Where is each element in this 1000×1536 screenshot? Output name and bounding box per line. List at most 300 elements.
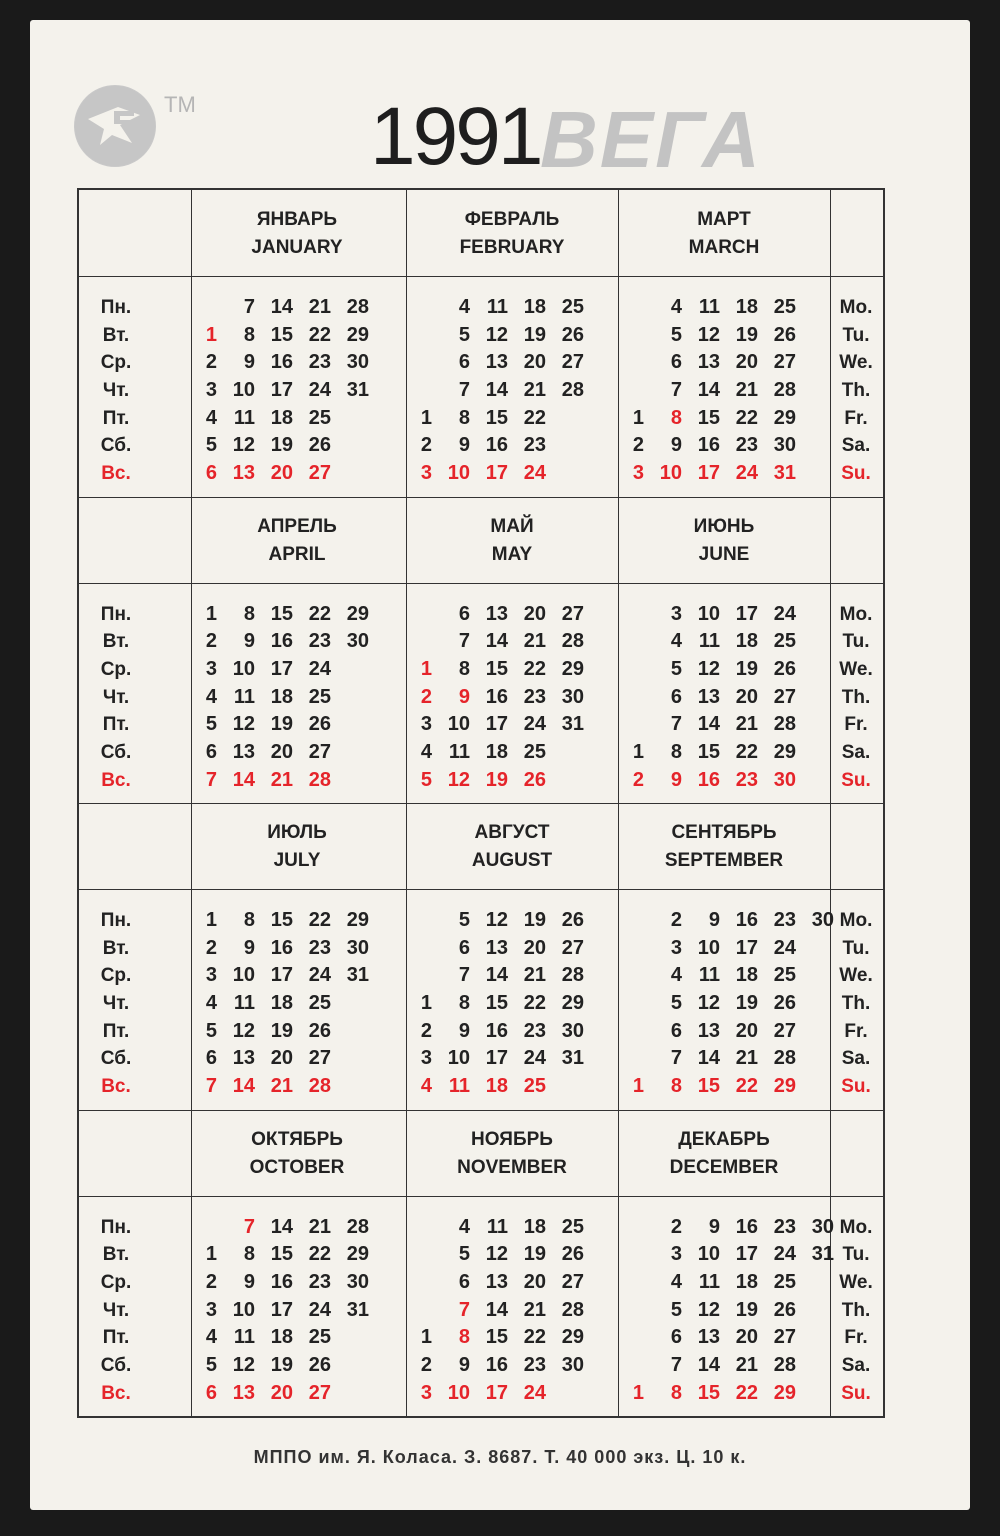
date-cell: 27	[773, 351, 796, 374]
date-cell: 17	[697, 462, 720, 485]
date-cell: 16	[735, 1215, 758, 1238]
date-cell: 6	[670, 351, 682, 374]
date-cell: 26	[308, 1353, 331, 1376]
grid-divider-header	[79, 583, 883, 584]
date-cell: 11	[448, 740, 470, 763]
date-cell: 23	[523, 434, 546, 457]
date-cell: 16	[485, 1353, 508, 1376]
date-cell: 12	[485, 323, 508, 346]
date-cell: 30	[346, 936, 369, 959]
date-cell: 25	[308, 992, 331, 1015]
date-cell: 14	[697, 1353, 720, 1376]
date-cell: 12	[232, 434, 255, 457]
date-cell: 18	[523, 296, 546, 318]
print-imprint: МППО им. Я. Коласа. З. 8687. Т. 40 000 экз. Ц. 10 к.	[253, 1447, 747, 1467]
weekday-row	[195, 907, 407, 935]
month-header	[618, 1126, 830, 1182]
date-cell: 14	[697, 379, 720, 402]
date-cell: 12	[232, 1019, 255, 1042]
date-cell: 14	[270, 1215, 293, 1238]
date-cell: 9	[670, 768, 682, 791]
date-cell: 12	[697, 992, 720, 1015]
weekday-row	[410, 1045, 622, 1073]
date-cell: 10	[447, 1381, 470, 1404]
date-cell: 16	[735, 909, 758, 931]
date-cell: 10	[697, 1243, 720, 1266]
date-cell: 16	[697, 768, 720, 791]
weekday-en-label: We.	[839, 1271, 873, 1293]
date-cell: 26	[561, 323, 584, 346]
weekday-row	[195, 1380, 407, 1408]
month-dates	[622, 294, 834, 488]
grid-divider-header	[79, 1196, 883, 1197]
date-cell: 4	[205, 406, 217, 429]
date-cell: 15	[485, 1326, 508, 1349]
weekday-row	[622, 1269, 834, 1297]
date-cell: 10	[697, 936, 720, 959]
date-cell: 1	[205, 323, 217, 346]
weekday-en-label: Su.	[841, 1382, 871, 1404]
weekday-row	[410, 405, 622, 433]
date-cell: 14	[270, 296, 293, 318]
date-cell: 18	[735, 296, 758, 318]
date-cell: 12	[697, 657, 720, 680]
date-cell: 28	[773, 379, 796, 402]
weekday-ru-label: Вс.	[101, 1382, 131, 1404]
weekday-ru-label: Пт.	[102, 714, 130, 736]
weekday-row	[410, 432, 622, 460]
date-cell: 3	[670, 602, 682, 625]
date-cell: 10	[232, 657, 255, 680]
date-cell: 22	[735, 406, 758, 429]
weekday-row	[622, 935, 834, 963]
date-cell: 17	[735, 602, 758, 625]
weekday-row	[622, 377, 834, 405]
month-dates	[410, 294, 622, 488]
weekday-ru-label: Вс.	[101, 1076, 131, 1098]
date-cell: 19	[270, 434, 293, 457]
date-cell: 3	[420, 462, 432, 485]
date-cell: 29	[346, 323, 369, 346]
weekday-row	[410, 377, 622, 405]
weekday-row	[622, 405, 834, 433]
month-name-en: NOVEMBER	[457, 1156, 567, 1178]
weekday-row	[622, 767, 834, 795]
month-dates	[410, 907, 622, 1101]
date-cell: 18	[270, 406, 293, 429]
date-cell: 16	[270, 630, 293, 653]
date-cell: 13	[485, 602, 508, 625]
date-cell: 2	[420, 434, 432, 457]
weekday-en-label: Fr.	[844, 1020, 868, 1042]
date-cell: 20	[735, 685, 758, 708]
month-name-en: FEBRUARY	[459, 237, 565, 258]
date-cell: 11	[233, 685, 255, 708]
date-cell: 24	[773, 602, 796, 625]
weekday-ru-label: Ср.	[100, 1271, 132, 1293]
month-name-ru: МАРТ	[697, 209, 751, 230]
weekday-en-label: Su.	[841, 463, 871, 485]
date-cell: 13	[232, 1381, 255, 1404]
date-cell: 31	[346, 964, 369, 987]
date-cell: 21	[735, 379, 758, 402]
date-cell: 5	[458, 909, 470, 931]
date-cell: 19	[270, 713, 293, 736]
month-name-ru: АПРЕЛЬ	[257, 515, 337, 537]
weekday-row	[410, 767, 622, 795]
date-cell: 5	[670, 657, 682, 680]
month-name-en: JANUARY	[251, 237, 343, 258]
date-cell: 3	[205, 379, 217, 402]
weekday-labels-ru	[79, 907, 153, 1101]
weekday-row	[622, 1241, 834, 1269]
date-cell: 6	[670, 1019, 682, 1042]
date-cell: 5	[670, 1298, 682, 1321]
date-cell: 28	[308, 1075, 331, 1098]
date-cell: 26	[773, 657, 796, 680]
date-cell: 9	[243, 936, 255, 959]
date-cell: 7	[670, 1353, 682, 1376]
weekday-row	[195, 1045, 407, 1073]
date-cell: 1	[205, 909, 217, 931]
date-cell: 17	[270, 657, 293, 680]
weekday-row	[410, 1214, 622, 1242]
weekday-row	[410, 739, 622, 767]
date-cell: 21	[523, 630, 546, 653]
date-cell: 9	[458, 685, 470, 708]
month-name-ru: АВГУСТ	[474, 822, 550, 843]
weekday-row	[622, 1297, 834, 1325]
date-cell: 19	[735, 657, 758, 680]
date-cell: 7	[670, 1047, 682, 1070]
month-header	[406, 206, 618, 262]
date-cell: 10	[232, 964, 255, 987]
date-cell: 4	[670, 630, 682, 653]
date-cell: 3	[670, 936, 682, 959]
weekday-row	[410, 349, 622, 377]
date-cell: 7	[670, 713, 682, 736]
weekday-en-label: Tu.	[842, 631, 870, 653]
weekday-ru-label: Сб.	[100, 1354, 132, 1376]
date-cell: 13	[697, 1019, 720, 1042]
weekday-row	[622, 1324, 834, 1352]
date-cell: 15	[270, 1243, 293, 1266]
date-cell: 24	[308, 1298, 331, 1321]
date-cell: 29	[346, 909, 369, 931]
weekday-en-label: Th.	[841, 1299, 871, 1321]
weekday-row	[410, 684, 622, 712]
date-cell: 30	[811, 1215, 834, 1238]
date-cell: 24	[308, 657, 331, 680]
date-cell: 12	[697, 323, 720, 346]
date-cell: 9	[708, 909, 720, 931]
weekday-row	[410, 601, 622, 629]
date-cell: 29	[561, 1326, 584, 1349]
date-cell: 30	[346, 630, 369, 653]
month-dates	[195, 601, 407, 795]
date-cell: 31	[561, 713, 584, 736]
date-cell: 5	[670, 323, 682, 346]
date-cell: 30	[346, 1270, 369, 1293]
date-cell: 10	[447, 462, 470, 485]
date-cell: 10	[232, 1298, 255, 1321]
date-cell: 6	[670, 685, 682, 708]
date-cell: 24	[308, 379, 331, 402]
month-name-ru: ЯНВАРЬ	[256, 209, 338, 230]
weekday-en-label: Mo.	[839, 297, 873, 318]
date-cell: 23	[523, 685, 546, 708]
weekday-en-label: We.	[839, 658, 873, 680]
date-cell: 11	[486, 296, 508, 318]
weekday-ru-label: Вт.	[102, 1244, 130, 1266]
date-cell: 5	[205, 1353, 217, 1376]
weekday-row	[195, 656, 407, 684]
weekday-ru-label: Чт.	[102, 1299, 130, 1321]
month-dates	[195, 294, 407, 488]
month-header	[618, 206, 830, 262]
date-cell: 9	[670, 434, 682, 457]
weekday-ru-label: Пт.	[102, 1020, 130, 1042]
date-cell: 30	[561, 1019, 584, 1042]
weekday-en-label: We.	[839, 352, 873, 374]
weekday-ru-label: Пн.	[100, 603, 132, 625]
month-header	[406, 513, 618, 569]
date-cell: 28	[773, 1353, 796, 1376]
weekday-en-label: Sa.	[841, 741, 871, 763]
date-cell: 28	[561, 630, 584, 653]
weekday-row	[410, 990, 622, 1018]
date-cell: 6	[205, 1381, 217, 1404]
weekday-row	[410, 962, 622, 990]
weekday-row	[195, 601, 407, 629]
date-cell: 1	[632, 1075, 644, 1098]
date-cell: 20	[735, 1326, 758, 1349]
date-cell: 5	[670, 992, 682, 1015]
date-cell: 8	[670, 406, 682, 429]
month-header	[191, 206, 403, 262]
date-cell: 22	[523, 1326, 546, 1349]
weekday-row	[195, 935, 407, 963]
weekday-row	[622, 1380, 834, 1408]
date-cell: 5	[205, 713, 217, 736]
month-name-en: AUGUST	[471, 850, 553, 871]
month-dates	[410, 1214, 622, 1408]
date-cell: 29	[346, 602, 369, 625]
weekday-row	[622, 711, 834, 739]
date-cell: 6	[205, 462, 217, 485]
date-cell: 7	[670, 379, 682, 402]
weekday-row	[195, 432, 407, 460]
month-name-en: MARCH	[688, 237, 760, 258]
date-cell: 7	[458, 964, 470, 987]
date-cell: 26	[308, 434, 331, 457]
date-cell: 10	[659, 462, 682, 485]
date-cell: 19	[523, 323, 546, 346]
grid-divider-header	[79, 276, 883, 277]
grid-divider-quarter	[79, 497, 883, 498]
date-cell: 30	[773, 434, 796, 457]
date-cell: 1	[632, 740, 644, 763]
date-cell: 2	[205, 630, 217, 653]
grid-divider-header	[79, 889, 883, 890]
date-cell: 3	[420, 1047, 432, 1070]
date-cell: 29	[346, 1243, 369, 1266]
date-cell: 23	[735, 434, 758, 457]
weekday-en-label: Tu.	[842, 324, 870, 346]
month-dates	[622, 1214, 834, 1408]
weekday-en-label: Su.	[841, 769, 871, 791]
date-cell: 19	[270, 1019, 293, 1042]
weekday-row	[195, 990, 407, 1018]
month-name-ru: ФЕВРАЛЬ	[464, 209, 560, 230]
date-cell: 25	[308, 685, 331, 708]
weekday-row	[410, 907, 622, 935]
date-cell: 22	[308, 1243, 331, 1266]
weekday-row	[195, 1214, 407, 1242]
weekday-row	[195, 767, 407, 795]
date-cell: 6	[205, 740, 217, 763]
date-cell: 2	[632, 434, 644, 457]
month-name-en: OCTOBER	[249, 1156, 345, 1178]
weekday-labels-ru	[79, 601, 153, 795]
date-cell: 20	[523, 602, 546, 625]
weekday-en-label: Fr.	[844, 714, 868, 736]
date-cell: 20	[270, 1381, 293, 1404]
weekday-ru-label: Чт.	[102, 686, 130, 708]
date-cell: 28	[346, 1215, 369, 1238]
month-header	[618, 819, 830, 875]
date-cell: 28	[561, 964, 584, 987]
date-cell: 17	[270, 1298, 293, 1321]
date-cell: 6	[670, 1326, 682, 1349]
date-cell: 8	[243, 1243, 255, 1266]
date-cell: 30	[561, 685, 584, 708]
month-dates	[622, 601, 834, 795]
date-cell: 15	[697, 1075, 720, 1098]
weekday-ru-label: Чт.	[102, 380, 130, 402]
date-cell: 16	[270, 351, 293, 374]
date-cell: 2	[205, 1270, 217, 1293]
date-cell: 29	[561, 992, 584, 1015]
date-cell: 25	[523, 740, 546, 763]
date-cell: 15	[697, 1381, 720, 1404]
weekday-row	[410, 1073, 622, 1101]
date-cell: 1	[205, 1243, 217, 1266]
date-cell: 3	[670, 1243, 682, 1266]
date-cell: 24	[523, 713, 546, 736]
date-cell: 23	[773, 909, 796, 931]
date-cell: 3	[205, 657, 217, 680]
date-cell: 13	[697, 1326, 720, 1349]
date-cell: 29	[773, 740, 796, 763]
date-cell: 21	[523, 379, 546, 402]
date-cell: 28	[773, 1047, 796, 1070]
date-cell: 5	[205, 434, 217, 457]
date-cell: 4	[670, 1270, 682, 1293]
date-cell: 20	[523, 351, 546, 374]
date-cell: 27	[308, 1047, 331, 1070]
date-cell: 30	[561, 1353, 584, 1376]
weekday-row	[410, 1380, 622, 1408]
weekday-row	[195, 628, 407, 656]
weekday-row	[410, 935, 622, 963]
date-cell: 26	[308, 713, 331, 736]
date-cell: 23	[308, 1270, 331, 1293]
month-name-ru: ДЕКАБРЬ	[678, 1128, 770, 1150]
date-cell: 26	[773, 1298, 796, 1321]
date-cell: 3	[205, 1298, 217, 1321]
date-cell: 22	[523, 657, 546, 680]
weekday-en-label: Mo.	[839, 910, 873, 931]
date-cell: 25	[561, 296, 584, 318]
weekday-en-label: Th.	[841, 993, 871, 1015]
date-cell: 8	[670, 1075, 682, 1098]
date-cell: 14	[485, 1298, 508, 1321]
date-cell: 28	[308, 768, 331, 791]
date-cell: 17	[485, 713, 508, 736]
weekday-row	[410, 656, 622, 684]
date-cell: 18	[485, 740, 508, 763]
date-cell: 14	[697, 713, 720, 736]
weekday-row	[622, 1352, 834, 1380]
date-cell: 18	[270, 685, 293, 708]
date-cell: 19	[735, 323, 758, 346]
month-name-ru: МАЙ	[490, 515, 534, 537]
weekday-row	[195, 460, 407, 488]
date-cell: 19	[270, 1353, 293, 1376]
date-cell: 27	[561, 602, 584, 625]
weekday-row	[622, 1045, 834, 1073]
date-cell: 14	[232, 1075, 255, 1098]
weekday-row	[622, 907, 834, 935]
weekday-row	[410, 294, 622, 322]
date-cell: 23	[523, 1019, 546, 1042]
date-cell: 29	[561, 657, 584, 680]
date-cell: 16	[485, 1019, 508, 1042]
weekday-row	[622, 349, 834, 377]
date-cell: 23	[735, 768, 758, 791]
date-cell: 5	[458, 1243, 470, 1266]
date-cell: 11	[233, 992, 255, 1015]
date-cell: 4	[670, 964, 682, 987]
month-name-ru: НОЯБРЬ	[471, 1128, 553, 1150]
month-dates	[195, 1214, 407, 1408]
weekday-row	[195, 1241, 407, 1269]
date-cell: 21	[308, 1215, 331, 1238]
weekday-ru-label: Вт.	[102, 631, 130, 653]
weekday-row	[195, 1297, 407, 1325]
date-cell: 17	[735, 936, 758, 959]
date-cell: 19	[523, 909, 546, 931]
date-cell: 8	[458, 1326, 470, 1349]
trademark-mark: TM	[164, 92, 196, 117]
date-cell: 22	[735, 1381, 758, 1404]
weekday-ru-label: Сб.	[100, 435, 132, 457]
weekday-en-label: Su.	[841, 1076, 871, 1098]
date-cell: 6	[458, 936, 470, 959]
date-cell: 4	[458, 296, 470, 318]
date-cell: 7	[205, 768, 217, 791]
date-cell: 25	[773, 630, 796, 653]
date-cell: 14	[485, 379, 508, 402]
date-cell: 23	[308, 351, 331, 374]
grid-divider-quarter	[79, 1110, 883, 1111]
date-cell: 7	[205, 1075, 217, 1098]
date-cell: 13	[232, 740, 255, 763]
weekday-ru-label: Вс.	[101, 463, 131, 485]
date-cell: 19	[485, 768, 508, 791]
date-cell: 30	[773, 768, 796, 791]
